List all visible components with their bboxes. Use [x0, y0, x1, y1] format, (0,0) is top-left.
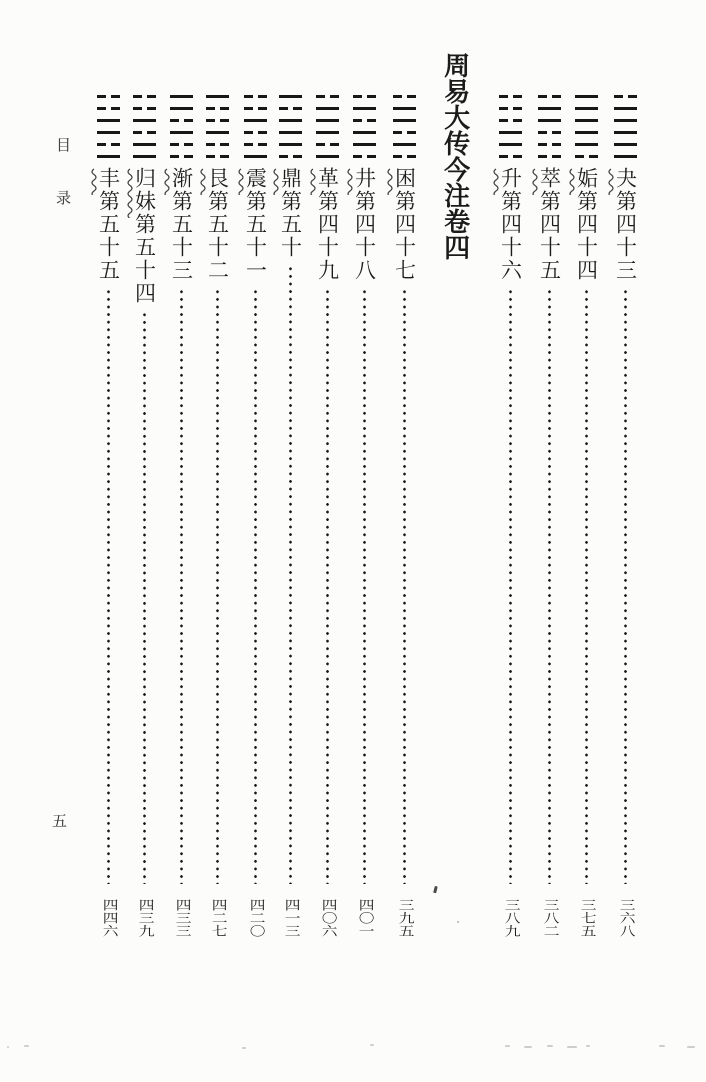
entry-page-number: 四四六 [100, 898, 117, 938]
folio-page-number: 五 [52, 814, 68, 830]
hexagram-solid-line [244, 119, 267, 122]
dot-leader [216, 288, 219, 884]
volume-title: 周易大传今注卷四 [440, 52, 470, 260]
hexagram-solid-line [353, 107, 376, 110]
toc-entry [203, 95, 231, 940]
book-title-wavy-mark [606, 168, 614, 195]
entry-title: 渐第五十三 [169, 167, 194, 282]
hexagram-solid-line [538, 119, 561, 122]
hexagram-53-jian-icon [170, 95, 193, 158]
dot-leader [509, 288, 512, 884]
toc-entry [572, 95, 600, 940]
book-title-wavy-mark [271, 168, 279, 195]
hexagram-solid-line [393, 107, 416, 110]
dot-leader [548, 288, 551, 884]
hexagram-broken-line [538, 131, 561, 134]
scan-speck [24, 1045, 29, 1047]
entry-page-number: 四一三 [282, 898, 299, 938]
hexagram-solid-line [133, 119, 156, 122]
toc-entry [167, 95, 195, 940]
scan-speck [586, 1045, 590, 1047]
hexagram-55-feng-icon [97, 95, 120, 158]
hexagram-solid-line [353, 131, 376, 134]
hexagram-broken-line [353, 119, 376, 122]
hexagram-broken-line [170, 143, 193, 146]
book-title-wavy-mark [345, 168, 353, 195]
hexagram-broken-line [244, 143, 267, 146]
entry-page-number: 四〇一 [356, 898, 373, 938]
hexagram-54-guimei-icon [133, 95, 156, 158]
scan-speck [505, 1045, 510, 1047]
scan-speck [547, 1045, 553, 1047]
entry-page-number: 三九五 [396, 898, 413, 938]
book-title-wavy-mark [530, 168, 538, 195]
scan-speck [242, 1047, 246, 1049]
hexagram-broken-line [279, 155, 302, 158]
book-title-wavy-mark [89, 168, 97, 195]
hexagram-solid-line [393, 143, 416, 146]
hexagram-49-ge-icon [316, 95, 339, 158]
toc-entry [241, 95, 269, 940]
hexagram-solid-line [614, 119, 637, 122]
toc-entry [313, 95, 341, 940]
hexagram-broken-line [499, 155, 522, 158]
hexagram-broken-line [170, 119, 193, 122]
entry-title: 姤第四十四 [574, 167, 599, 282]
toc-entry [611, 95, 639, 940]
entry-page-number: 四三三 [173, 898, 190, 938]
hexagram-solid-line [353, 143, 376, 146]
toc-entry [130, 95, 158, 940]
hexagram-broken-line [538, 143, 561, 146]
hexagram-45-cui-icon [538, 95, 561, 158]
entry-page-number: 三八九 [502, 898, 519, 938]
entry-page-number: 四二七 [209, 898, 226, 938]
book-title-wavy-mark [236, 168, 244, 195]
hexagram-solid-line [575, 143, 598, 146]
hexagram-solid-line [614, 155, 637, 158]
hexagram-solid-line [133, 155, 156, 158]
hexagram-broken-line [244, 107, 267, 110]
hexagram-43-guai-icon [614, 95, 637, 158]
hexagram-broken-line [170, 155, 193, 158]
hexagram-broken-line [538, 95, 561, 98]
scan-speck [524, 1046, 532, 1048]
entry-title: 艮第五十二 [205, 167, 230, 282]
running-head-contents [56, 134, 71, 208]
hexagram-broken-line [133, 95, 156, 98]
book-title-wavy-mark [491, 168, 499, 195]
hexagram-solid-line [575, 107, 598, 110]
hexagram-solid-line [170, 95, 193, 98]
hexagram-solid-line [614, 131, 637, 134]
hexagram-solid-line [575, 119, 598, 122]
hexagram-solid-line [206, 131, 229, 134]
hexagram-broken-line [353, 95, 376, 98]
hexagram-46-sheng-icon [499, 95, 522, 158]
scan-speck [7, 1046, 9, 1048]
book-title-wavy-mark [567, 168, 575, 195]
entry-page-number: 三六八 [617, 898, 634, 938]
hexagram-51-zhen-icon [244, 95, 267, 158]
hexagram-broken-line [206, 119, 229, 122]
hexagram-solid-line [316, 119, 339, 122]
hexagram-solid-line [279, 143, 302, 146]
hexagram-broken-line [244, 131, 267, 134]
hexagram-solid-line [97, 119, 120, 122]
dot-leader [289, 265, 292, 884]
book-title-wavy-mark [198, 168, 206, 195]
entry-title: 震第五十一 [243, 167, 268, 282]
toc-entry [276, 95, 304, 940]
hexagram-52-gen-icon [206, 95, 229, 158]
hexagram-broken-line [499, 119, 522, 122]
dot-leader [585, 288, 588, 884]
hexagram-50-ding-icon [279, 95, 302, 158]
hexagram-broken-line [206, 107, 229, 110]
hexagram-broken-line [538, 155, 561, 158]
entry-page-number: 四〇六 [319, 898, 336, 938]
scan-speck [567, 1046, 577, 1048]
entry-page-number: 三七五 [578, 898, 595, 938]
toc-entry [390, 95, 418, 940]
scan-speck [659, 1045, 665, 1047]
entry-title: 丰第五十五 [96, 167, 121, 282]
hexagram-broken-line [97, 143, 120, 146]
entry-page-number: 四二〇 [247, 898, 264, 938]
hexagram-solid-line [279, 119, 302, 122]
hexagram-solid-line [575, 131, 598, 134]
hexagram-48-jing-icon [353, 95, 376, 158]
hexagram-broken-line [97, 107, 120, 110]
hexagram-broken-line [133, 131, 156, 134]
hexagram-solid-line [97, 155, 120, 158]
entry-title: 归妹第五十四 [132, 167, 157, 305]
hexagram-broken-line [316, 143, 339, 146]
book-title-wavy-mark [162, 168, 170, 195]
hexagram-47-kun-icon [393, 95, 416, 158]
hexagram-broken-line [575, 155, 598, 158]
hexagram-broken-line [206, 143, 229, 146]
hexagram-solid-line [538, 107, 561, 110]
toc-entry [496, 95, 524, 940]
toc-entry [350, 95, 378, 940]
entry-title: 革第四十九 [315, 167, 340, 282]
scan-speck [433, 886, 438, 894]
dot-leader [180, 288, 183, 884]
entry-title: 萃第四十五 [537, 167, 562, 282]
hexagram-broken-line [316, 95, 339, 98]
hexagram-solid-line [316, 131, 339, 134]
entry-title: 困第四十七 [392, 167, 417, 282]
hexagram-broken-line [279, 107, 302, 110]
hexagram-solid-line [244, 155, 267, 158]
running-head-char: 目 [56, 138, 72, 154]
toc-entry [535, 95, 563, 940]
book-title-wavy-mark [385, 168, 393, 195]
entry-page-number: 三八二 [541, 898, 558, 938]
hexagram-broken-line [393, 131, 416, 134]
running-head-char: 录 [56, 191, 72, 207]
hexagram-solid-line [614, 143, 637, 146]
dot-leader [326, 288, 329, 884]
hexagram-broken-line [353, 155, 376, 158]
hexagram-broken-line [393, 95, 416, 98]
dot-leader [143, 311, 146, 884]
entry-title: 井第四十八 [352, 167, 377, 282]
hexagram-solid-line [170, 131, 193, 134]
scan-speck [687, 1046, 695, 1048]
entry-title: 升第四十六 [498, 167, 523, 282]
hexagram-solid-line [393, 119, 416, 122]
hexagram-broken-line [97, 95, 120, 98]
hexagram-solid-line [97, 131, 120, 134]
hexagram-solid-line [133, 143, 156, 146]
hexagram-broken-line [614, 95, 637, 98]
hexagram-broken-line [499, 107, 522, 110]
dot-leader [363, 288, 366, 884]
hexagram-broken-line [133, 107, 156, 110]
hexagram-solid-line [614, 107, 637, 110]
hexagram-solid-line [575, 95, 598, 98]
dot-leader [624, 288, 627, 884]
dot-leader [254, 288, 257, 884]
hexagram-solid-line [316, 107, 339, 110]
hexagram-44-gou-icon [575, 95, 598, 158]
hexagram-solid-line [170, 107, 193, 110]
hexagram-solid-line [499, 143, 522, 146]
hexagram-broken-line [206, 155, 229, 158]
hexagram-broken-line [499, 95, 522, 98]
hexagram-broken-line [244, 95, 267, 98]
book-title-wavy-mark [308, 168, 316, 195]
hexagram-broken-line [393, 155, 416, 158]
hexagram-solid-line [316, 155, 339, 158]
hexagram-solid-line [499, 131, 522, 134]
book-title-wavy-mark [125, 168, 133, 218]
dot-leader [107, 288, 110, 884]
entry-title: 夬第四十三 [613, 167, 638, 282]
entry-page-number: 四三九 [136, 898, 153, 938]
hexagram-solid-line [279, 95, 302, 98]
dot-leader [403, 288, 406, 884]
entry-title: 鼎第五十 [278, 167, 303, 259]
hexagram-solid-line [206, 95, 229, 98]
hexagram-solid-line [279, 131, 302, 134]
scan-speck [370, 1044, 374, 1046]
toc-entry [94, 95, 122, 940]
scan-speck [457, 921, 459, 923]
